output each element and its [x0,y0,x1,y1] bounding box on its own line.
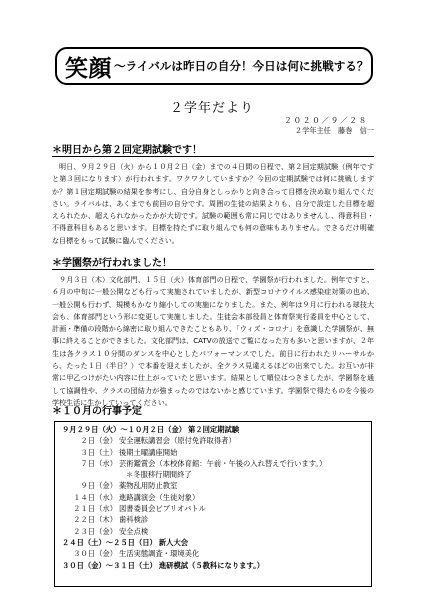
section-title-festival: ＊学園祭が行われました！ [52,258,172,269]
author-line: ２学年主任 藤巻 信一 [294,126,374,135]
event-text: 生活実態調査・環境美化 [119,549,200,559]
event-row [62,458,371,469]
event-row [62,503,371,514]
event-date: ９日（金） [80,481,117,491]
event-text: 安全運転講習会（原付免許取得者） [119,436,236,446]
event-row [62,514,371,525]
event-row [62,435,371,446]
event-date: ３０日（金） [73,549,117,559]
event-text: 歯科検診 [119,515,149,525]
headline-tagline: ～ライバルは昨日の自分！今日は何に挑戦する？ [114,59,369,73]
event-text: 進研模試（５教科になります。） [158,560,265,570]
event-text: 図書委員会ビブリオバトル [119,504,206,514]
section-title-exam: ＊明日から第２回定期試験です！ [52,145,202,156]
event-date: ２３日（金） [73,526,117,536]
event-date: ２４日（土）～２５日（日） [62,537,157,547]
headline-banner [55,47,373,85]
headline-main: 笑顔 [65,55,112,82]
event-date: ３日（土） [80,447,117,457]
event-date: ２２日（木） [73,515,117,525]
section-title-schedule: ＊１０月の行事予定 [52,406,142,417]
section-divider [52,269,374,270]
event-row [62,560,371,571]
event-text: 安全点検 [119,526,149,536]
event-row [62,424,371,435]
section-body-festival: ９月３日（木）文化部門、１５日（火）体育部門の日程で、学園祭が行われました。例年ですと、６月の中旬に一般公開なども行って実施されていましたが、新型コロナウイルス感染症対策の也め、一般公開も行わず、規模もかなり縮小しての実施になりました。また、例年は９月に行われる球技大会も、体育部門という形に変更して実施しました。生徒会本部役員と体育祭実行委員を中心として、計画・準備の段階から綿密に取り組んできたこともあり、「ウィズ・コロナ」を意識した学園祭が、無事に終えることができました。文化部門は、CATVの放送でご覧になった方も多いと思いますが、２年生は各クラス１０分間のダンスを中心としたパフォーマンスでした。前日に行われたリハーサルから、たった１日（半日？）で本番を迎えましたが、全クラス見違えるほどの出来でした。お互いが非常に甲乙つけがたい内容に仕上がっていたと思います。結果として順位はつきましたが、学園祭を通して協調性や、クラスの団結力が強まったのではないかと感じています。学園祭で得たものを今後の学校生活に生かしていってください。 [52,275,374,407]
event-date: ９月２９日（火）～１０月２日（金） [62,425,187,434]
event-row [62,526,371,537]
event-row [62,492,371,503]
event-row [62,537,371,548]
event-date: ２１日（水） [73,504,117,514]
event-note: ＊冬服移行期間終了 [126,470,192,480]
event-text: 進路講演会（生徒対象） [119,492,200,502]
event-date: ２日（金） [80,436,117,446]
issue-date: ２０２０／９／２８ [284,116,368,125]
event-row [62,480,371,491]
event-date: １４日（水） [73,492,117,502]
event-text: 芸術鑑賞会（本校体育館：午前・午後の入れ替えで行います。） [119,458,327,468]
event-text: 新人大会 [158,537,189,547]
event-text: 後期土曜講座開始 [119,447,178,457]
event-text: 第２回定期試験 [188,425,240,434]
event-row [62,548,371,559]
event-date: ７日（水） [80,458,117,468]
event-text: 薬物乱用防止教室 [119,481,178,491]
section-body-exam: 明日、９月２９日（火）から１０月２日（金）までの４日間の日程で、第２回定期試験（例年ですと第３回になります）が行われます。ワクワクしていますか？今回の定期試験では何に挑戦しますか？第１回定期試験の結果を参考にし、自分自身としっかりと向き合って目標を決め取り組んでください。ライバルは、あくまでも前回の自分です。周囲の生徒の結果よりも、自分で設定した目標を超えられたか、超えられなかったかが大切です。試験の範囲も常に同じではありませんし、得意科目・不得意科目もあると思います。目標を持たずに取り組んでも何の意味もありません。できるだけ明確な目標をもって試験に臨んでください。 [52,162,374,245]
newsletter-title: ２学年だより [169,101,254,116]
event-date: ３０日（金）～３１日（土） [62,560,157,570]
event-schedule-box [54,421,372,587]
event-row [62,447,371,458]
section-divider [52,156,374,157]
